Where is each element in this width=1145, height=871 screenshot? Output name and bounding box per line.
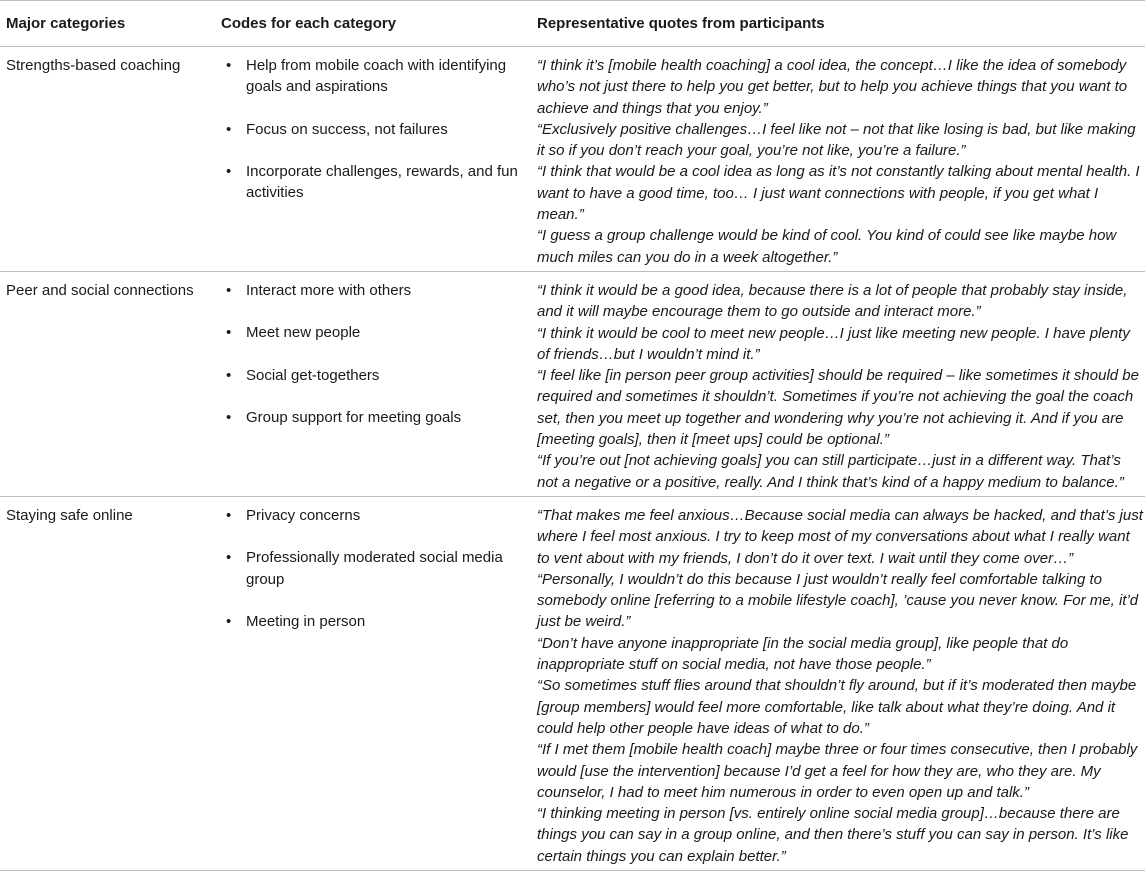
code-item: • Help from mobile coach with identifying goals and aspirations (226, 57, 507, 96)
bullet-icon: • (226, 324, 232, 342)
bullet-icon: • (226, 120, 232, 138)
participant-quote: “I thinking meeting in person [vs. entirely online social media group]…because there are things you can say in a group online, and then there’s stuff you can say in person. It’s like certain things you can explain better.” (537, 805, 1129, 865)
table-row (0, 47, 1145, 272)
table-row (0, 496, 1145, 870)
quotes-cell (530, 496, 1145, 870)
participant-quote: “If I met them [mobile health coach] maybe three or four times consecutive, then I probably would [use the intervention] because I’d get a feel for how they are, who they are. My counselor, I had to meet him numerous in order to even open up and talk.” (537, 741, 1138, 801)
quotes-cell (530, 47, 1145, 272)
code-item: • Interact more with others (221, 280, 536, 301)
category-cell: Staying safe online (0, 496, 215, 870)
code-item: • Professionally moderated social media group (226, 549, 503, 588)
bullet-icon: • (226, 408, 232, 426)
table-header-row (0, 1, 1145, 47)
codes-cell (215, 271, 530, 496)
codes-list (221, 280, 530, 428)
code-item: • Social get-togethers (221, 365, 536, 386)
codes-cell (215, 496, 530, 870)
bullet-icon: • (226, 549, 232, 567)
bullet-icon: • (226, 57, 232, 74)
code-item: • Meet new people (221, 322, 536, 343)
codes-list (221, 55, 530, 203)
code-item: • Focus on success, not failures (221, 119, 536, 140)
participant-quote: “I think it’s [mobile health coaching] a cool idea, the concept…I like the idea of somebody who’s not just there to help you get better, but to help you achieve things that you want to achieve and things that you enjoy.” (537, 57, 1128, 117)
quotes-cell (530, 271, 1145, 496)
participant-quote: “If you’re out [not achieving goals] you can still participate…just in a different way. That’s not a negative or a positive, really. And I think that’s kind of a happy medium to balance.” (537, 452, 1124, 491)
participant-quote: “I feel like [in person peer group activities] should be required – like sometimes it should be required and sometimes it shouldn’t. Sometimes if you’re not achieving the goal the coach set, then you meet up together and wondering why you’re not achieving it. And if you are [meeting goals], then it [meet ups] could be optional.” (537, 367, 1139, 449)
code-item: • Meeting in person (221, 611, 536, 632)
header-major-categories: Major categories (0, 1, 215, 47)
category-cell: Strengths-based coaching (0, 47, 215, 272)
participant-quote: “Don’t have anyone inappropriate [in the social media group], like people that do inappropriate stuff on social media, not have those people.” (537, 634, 1069, 674)
table-row (0, 271, 1145, 496)
bullet-icon: • (226, 281, 232, 299)
code-item: • Group support for meeting goals (221, 407, 536, 428)
bullet-icon: • (226, 506, 232, 524)
participant-quote: “Exclusively positive challenges…I feel like not – not that like losing is bad, but like making it so if you don’t reach your goal, you’re not like, you’re a failure.” (537, 120, 1136, 160)
participant-quote: “I think that would be a cool idea as long as it’s not constantly talking about mental health. I want to have a good time, too… I just want connections with people, if you get what I mean.” (537, 163, 1140, 224)
category-cell: Peer and social connections (0, 271, 215, 496)
code-item: • Incorporate challenges, rewards, and fun activities (226, 162, 518, 202)
participant-quote: “I think it would be a good idea, because there is a lot of people that probably stay inside, and it will maybe encourage them to go outside and interact more.” (537, 281, 1128, 321)
bullet-icon: • (226, 162, 232, 180)
participant-quote: “Personally, I wouldn’t do this because I just wouldn’t really feel comfortable talking to somebody online [referring to a mobile lifestyle coach], ’cause you never know. For me, it’d just be weird.” (537, 570, 1139, 631)
header-quotes: Representative quotes from participants (530, 1, 1145, 47)
participant-quote: “I guess a group challenge would be kind of cool. You kind of could see like maybe how much miles can you do in a week altogether.” (537, 227, 1117, 266)
codes-cell (215, 47, 530, 272)
participant-quote: “That makes me feel anxious…Because social media can always be hacked, and that’s just where I feel most anxious. I try to keep most of my conversations about what I really want to vent about with my friends, I don’t do it over text. I wait until they come over…” (537, 506, 1143, 567)
codes-list (221, 505, 530, 632)
code-item: • Privacy concerns (221, 505, 536, 526)
header-codes: Codes for each category (215, 1, 530, 47)
participant-quote: “I think it would be cool to meet new people…I just like meeting new people. I have plenty of friends…but I wouldn’t mind it.” (537, 324, 1130, 363)
participant-quote: “So sometimes stuff flies around that shouldn’t fly around, but if it’s moderated then maybe [group members] would feel more comfortable, like talk about what they’re doing. And it could help other people have ideas of what to do.” (537, 677, 1137, 737)
bullet-icon: • (226, 612, 232, 630)
bullet-icon: • (226, 366, 232, 384)
